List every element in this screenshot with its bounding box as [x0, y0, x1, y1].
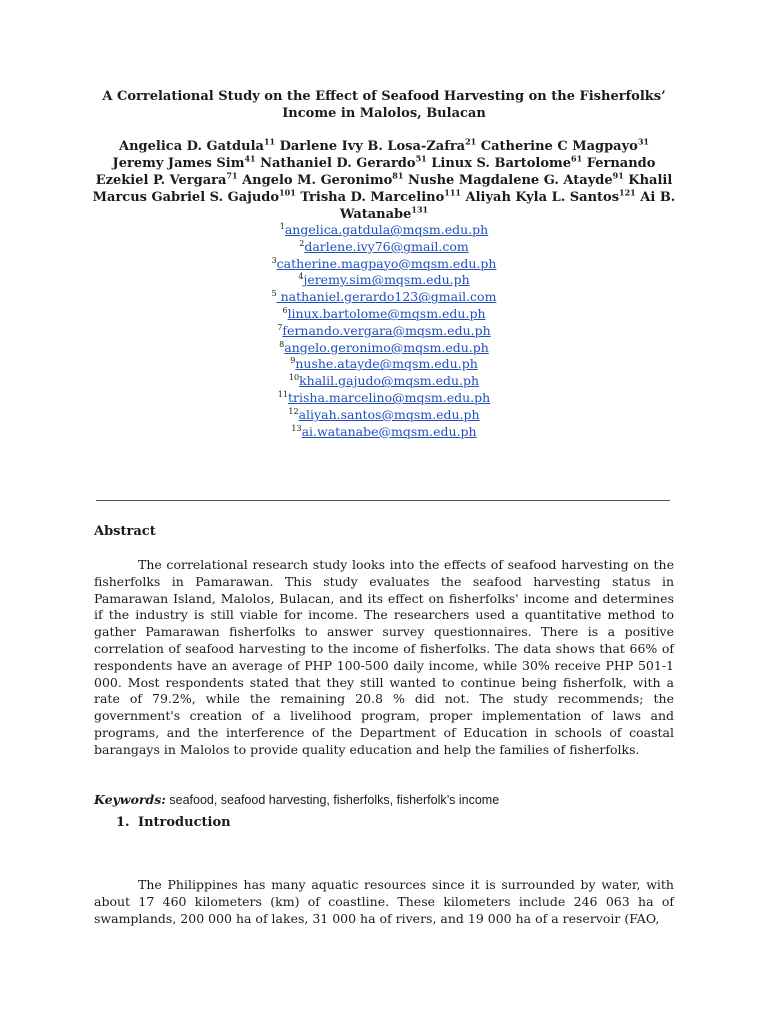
author-name [465, 187, 636, 205]
author-name-text: Linux S. Bartolome [431, 156, 572, 171]
section-number: 1. [116, 815, 130, 830]
author-affiliation-sup: 61 [571, 153, 583, 164]
email-sup: 6 [282, 305, 288, 315]
author-name-text: Catherine C Magpayo [480, 139, 638, 154]
email-list [150, 222, 618, 440]
author-name [300, 187, 461, 205]
email-sup: 5 [271, 289, 277, 299]
author-name [279, 136, 477, 154]
email-row [150, 239, 618, 256]
email-sup: 13 [291, 423, 302, 433]
email-row [150, 390, 618, 407]
email-row [150, 373, 618, 390]
email-row [150, 272, 618, 289]
author-name-text: Khalil Marcus Gabriel S. Gajudo [92, 173, 673, 205]
email-sup: 3 [271, 255, 277, 265]
author-name [260, 153, 427, 171]
author-affiliation-sup: 71 [226, 170, 238, 181]
author-affiliation-sup: 81 [392, 170, 404, 181]
author-name-text: Angelica D. Gatdula [119, 139, 264, 154]
author-name-text: Fernando Ezekiel P. Vergara [95, 156, 656, 188]
author-name [407, 170, 624, 188]
author-affiliation-sup: 41 [244, 153, 256, 164]
author-affiliation-sup: 21 [465, 136, 477, 147]
section-title: Introduction [138, 815, 231, 830]
author-name [119, 136, 276, 154]
author-affiliation-sup: 121 [619, 187, 636, 198]
email-row [150, 222, 618, 239]
author-affiliation-sup: 131 [411, 204, 429, 215]
author-name [242, 170, 404, 188]
email-row [150, 424, 618, 441]
author-list [92, 138, 676, 223]
email-row [150, 407, 618, 424]
author-name-text: Jeremy James Sim [112, 156, 245, 171]
email-row [150, 256, 618, 273]
author-name-text: Nathaniel D. Gerardo [260, 156, 416, 171]
email-sup: 12 [288, 406, 299, 416]
email-sup: 8 [279, 339, 285, 349]
section-divider [96, 500, 670, 501]
abstract-text: The correlational research study looks into the effects of seafood harvesting on the fisherfolks in Pamarawan. This study evaluates the seafood harvesting status in Pamarawan Island, Malolos, Bulacan, and its effect on fisherfolks' income and determines if the industry is still viable for income. The researchers used a quantitative method to gather Pamarawan fisherfolks to answer survey questionnaires. There is a positive correlation of seafood harvesting to the income of fisherfolks. The data shows that 66% of respondents have an average of PHP 100-500 daily income, while 30% receive PHP 501-1 000. Most respondents stated that they still wanted to continue being fisherfolk, with a rate of 79.2%, while the remaining 20.8 % did not. The study recommends; the government's creation of a livelihood program, proper implementation of laws and programs, and the interference of the Department of Education in schools of coastal barangays in Malolos to provide quality education and help the families of fisherfolks. [94, 557, 674, 757]
email-sup: 4 [298, 272, 304, 282]
email-sup: 11 [277, 389, 288, 399]
email-row [150, 306, 618, 323]
author-affiliation-sup: 51 [415, 153, 427, 164]
abstract-heading: Abstract [94, 524, 156, 539]
email-link[interactable]: catherine.magpayo@mqsm.edu.ph [276, 255, 497, 271]
email-row [150, 340, 618, 357]
author-affiliation-sup: 91 [612, 170, 624, 181]
email-link[interactable]: angelo.geronimo@mqsm.edu.ph [284, 339, 489, 355]
email-link[interactable]: nushe.atayde@mqsm.edu.ph [295, 356, 478, 372]
author-name-text: Aliyah Kyla L. Santos [465, 190, 620, 205]
email-row [150, 289, 618, 306]
author-name-text: Angelo M. Geronimo [242, 173, 393, 188]
keywords-label: Keywords: [94, 792, 166, 807]
author-name-text: Darlene Ivy B. Losa-Zafra [279, 139, 466, 154]
author-affiliation-sup: 31 [637, 136, 649, 147]
email-link[interactable]: trisha.marcelino@mqsm.edu.ph [287, 389, 491, 405]
email-link[interactable]: darlene.ivy76@gmail.com [304, 238, 469, 254]
email-link[interactable]: fernando.vergara@mqsm.edu.ph [282, 322, 491, 338]
author-name-text: Trisha D. Marcelino [300, 190, 445, 205]
email-link[interactable]: aliyah.santos@mqsm.edu.ph [298, 406, 480, 422]
email-link[interactable]: angelica.gatdula@mqsm.edu.ph [284, 222, 489, 237]
author-name [112, 153, 256, 171]
introduction-text: The Philippines has many aquatic resources since it is surrounded by water, with about 17 460 kilometers (km) of coastline. These kilometers include 246 063 ha of swamplands, 200 000 ha of lakes, 31 000 ha of rivers, and 19 000 ha of a reservoir (FAO, [94, 877, 674, 926]
email-link[interactable]: khalil.gajudo@mqsm.edu.ph [299, 373, 480, 389]
keywords-text: seafood, seafood harvesting, fisherfolks, fisherfolk’s income [165, 793, 500, 807]
author-name-text: Ai B. Watanabe [339, 190, 676, 222]
email-row [150, 356, 618, 373]
introduction-heading [116, 815, 231, 830]
email-sup: 10 [288, 373, 300, 383]
author-affiliation-sup: 11 [263, 136, 276, 147]
email-sup: 2 [299, 238, 305, 248]
email-link[interactable]: linux.bartolome@mqsm.edu.ph [287, 305, 486, 321]
author-affiliation-sup: 111 [444, 187, 461, 198]
email-sup: 7 [277, 322, 283, 332]
author-name-text: Nushe Magdalene G. Atayde [407, 173, 613, 188]
author-affiliation-sup: 101 [279, 187, 296, 198]
email-link[interactable]: nathaniel.gerardo123@gmail.com [276, 289, 497, 305]
keywords-line [94, 792, 499, 807]
author-name [480, 136, 649, 154]
email-sup: 9 [290, 356, 296, 366]
email-link[interactable]: jeremy.sim@mqsm.edu.ph [303, 272, 470, 288]
email-row [150, 323, 618, 340]
paper-title: A Correlational Study on the Effect of Seafood Harvesting on the Fisherfolks’ Income in Malolos, Bulacan [102, 89, 666, 121]
email-link[interactable]: ai.watanabe@mqsm.edu.ph [301, 423, 477, 439]
author-name [431, 153, 583, 171]
email-sup: 1 [279, 221, 285, 231]
